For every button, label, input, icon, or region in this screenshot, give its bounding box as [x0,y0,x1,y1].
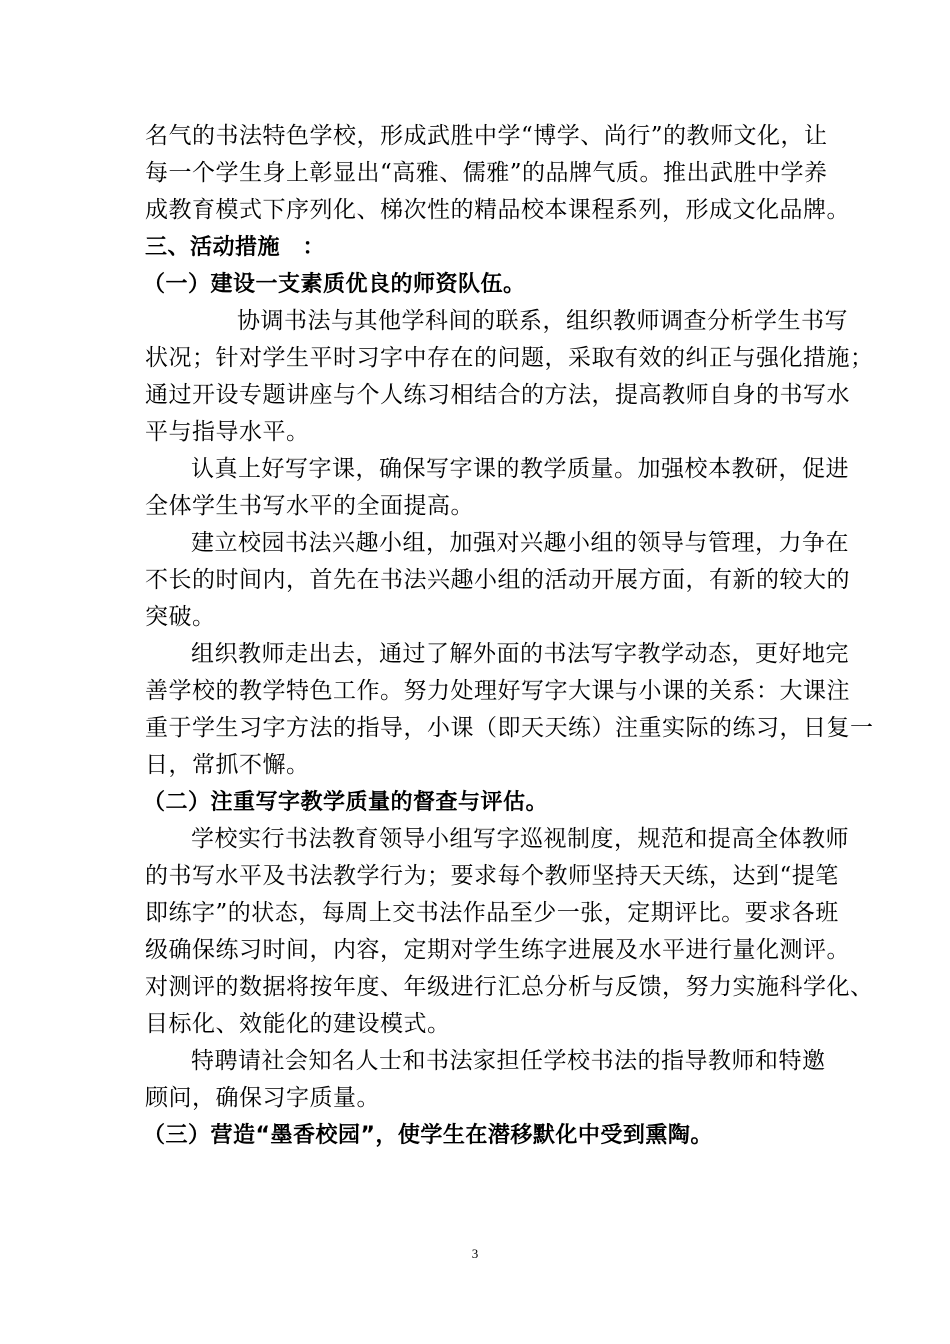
body-line: 学校实行书法教育领导小组写字巡视制度，规范和提高全体教师 [191,826,849,852]
page-number: 3 [471,1246,479,1261]
body-line: 善学校的教学特色工作。努力处理好写字大课与小课的关系：大课注 [145,678,850,704]
body-line: 重于学生习字方法的指导，小课（即天天练）注重实际的练习，日复一 [145,715,874,741]
body-line: 组织教师走出去，通过了解外面的书法写字教学动态，更好地完 [191,641,849,667]
body-line: 每一个学生身上彰显出“高雅、儒雅”的品牌气质。推出武胜中学养 [145,160,828,186]
body-line: 成教育模式下序列化、梯次性的精品校本课程系列，形成文化品牌。 [145,197,850,223]
body-line: 认真上好写字课，确保写字课的教学质量。加强校本教研，促进 [191,456,849,482]
body-line: 顾问，确保习字质量。 [145,1085,380,1111]
body-line: 即练字”的状态，每周上交书法作品至少一张，定期评比。要求各班 [145,900,839,926]
body-line: 突破。 [145,604,216,630]
body-line: 状况；针对学生平时习字中存在的问题，采取有效的纠正与强化措施； [145,345,874,371]
subsection-heading: （一）建设一支素质优良的师资队伍。 [143,272,526,297]
subsection-heading: （二）注重写字教学质量的督查与评估。 [143,790,549,815]
body-line: 日，常抓不懈。 [145,752,310,778]
section-heading: 三、活动措施 ： [145,235,326,260]
body-line: 协调书法与其他学科间的联系，组织教师调查分析学生书写 [237,308,848,334]
document-body [143,118,874,1154]
body-line: 目标化、效能化的建设模式。 [145,1011,451,1037]
body-line: 的书写水平及书法教学行为；要求每个教师坚持天天练，达到“提笔 [145,863,839,889]
body-line: 通过开设专题讲座与个人练习相结合的方法，提高教师自身的书写水 [145,382,850,408]
body-line: 级确保练习时间，内容，定期对学生练字进展及水平进行量化测评。 [145,937,850,963]
body-line: 平与指导水平。 [145,419,310,445]
body-line: 全体学生书写水平的全面提高。 [145,493,474,519]
body-line: 不长的时间内，首先在书法兴趣小组的活动开展方面，有新的较大的 [145,567,850,593]
body-line: 特聘请社会知名人士和书法家担任学校书法的指导教师和特邀 [191,1048,826,1074]
body-line: 名气的书法特色学校，形成武胜中学“博学、尚行”的教师文化，让 [145,123,828,149]
body-line: 建立校园书法兴趣小组，加强对兴趣小组的领导与管理，力争在 [191,530,849,556]
body-line: 对测评的数据将按年度、年级进行汇总分析与反馈，努力实施科学化、 [145,974,874,1000]
subsection-heading: （三）营造“墨香校园”，使学生在潜移默化中受到熏陶。 [143,1123,713,1148]
